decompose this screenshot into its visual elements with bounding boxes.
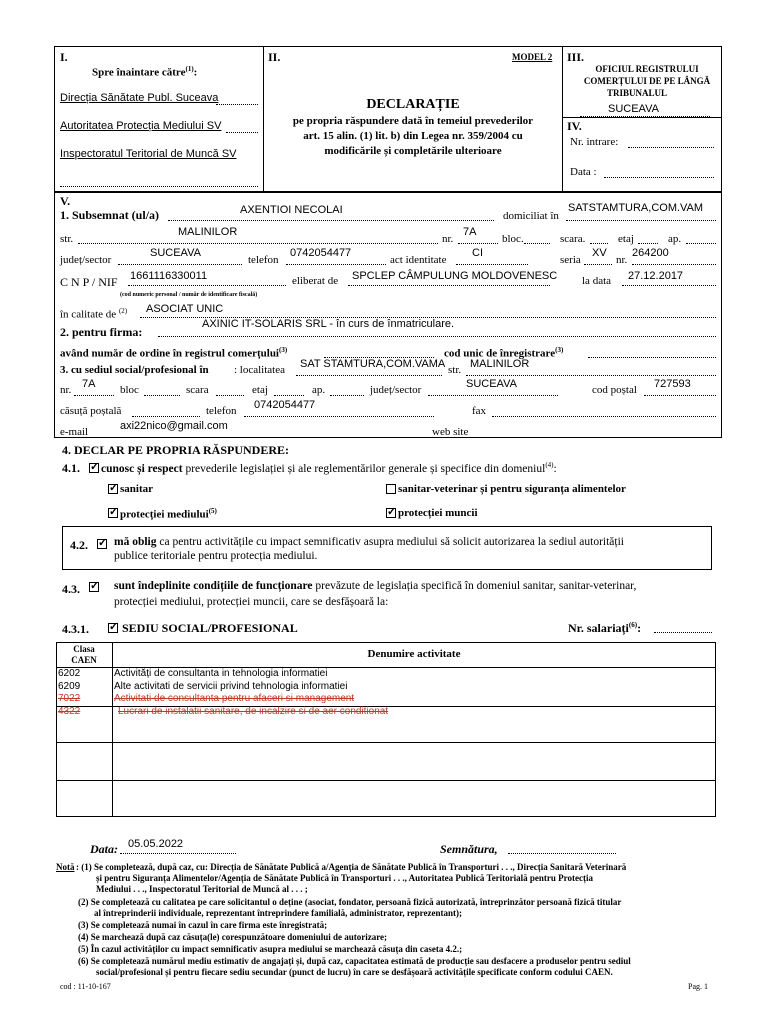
row-activity-struck: Activitati de consultanta pentru afaceri si management — [114, 693, 355, 704]
nr3-value[interactable]: 7A — [82, 378, 96, 390]
str2-label: str. — [448, 364, 462, 376]
la-data-value[interactable]: 27.12.2017 — [628, 270, 684, 282]
s42-number: 4.2. — [70, 538, 88, 552]
judet-label: județ/sector — [60, 254, 112, 266]
la-data-label: la data — [582, 275, 612, 287]
telefon-value[interactable]: 0742054477 — [290, 247, 352, 259]
s431-label: SEDIU SOCIAL/PROFESIONAL — [122, 621, 298, 635]
email-value[interactable]: axi22nico@gmail.com — [120, 420, 228, 432]
firma-value[interactable]: AXINIC IT-SOLARIS SRL - în curs de înmatriculare. — [202, 318, 455, 330]
checkbox-sediu[interactable] — [108, 623, 118, 633]
firma-label: 2. pentru firma: — [60, 325, 143, 339]
street2-value[interactable]: MALINILOR — [470, 358, 530, 370]
s42-text-1: mă oblig ca pentru activitățile cu impact semnificativ asupra mediului să solicit autorizarea la sediul autorității — [114, 536, 624, 548]
data-intrare-field[interactable] — [604, 177, 714, 178]
section-ii-number: II. — [268, 50, 281, 64]
note-3: (3) Se completează numai în cazul în care firma este înregistrată; — [78, 920, 328, 930]
note-1b: și pentru Siguranța Alimentelor/Agenția de Sănătate Publică în Transporturi . . ., Autoritatea Publică Teritorială pentru Protecția — [96, 873, 593, 883]
s41-number: 4.1. — [62, 461, 80, 475]
footer-data-label: Data: — [90, 842, 118, 856]
checkbox-sanitar-veterinar[interactable] — [386, 484, 396, 494]
note-2: (2) Se completează cu calitatea pe care solicitantul o deține (asociat, fondator, persoană fizică autorizată, întreprinzător persoană fizică titular — [78, 897, 622, 907]
cnp-note: (cod numeric personal / număr de identificare fiscală) — [120, 292, 258, 298]
web-field[interactable] — [482, 437, 716, 438]
telefon2-label: telefon — [206, 405, 237, 417]
s43-text-2: protecției mediului, protecției muncii, care se desfășoară la: — [114, 596, 389, 608]
salariati-label: Nr. salariați$^{(6)}$: — [568, 621, 642, 635]
nr-intrare-field[interactable] — [628, 147, 714, 148]
office-line-1: OFICIUL REGISTRULUI — [595, 64, 699, 74]
casuta-label: căsuță poștală — [60, 405, 122, 417]
addressee-2[interactable]: Autoritatea Protecția Mediului SV — [60, 120, 222, 132]
s43-number: 4.3. — [62, 582, 80, 596]
header-box-iv — [562, 117, 722, 192]
section-iii-number: III. — [567, 50, 585, 64]
row-code: 6202 — [58, 668, 81, 679]
model-label: MODEL 2 — [512, 52, 553, 62]
page-number: Pag. 1 — [688, 982, 708, 991]
cui-label: cod unic de înregistrare$^{(3)}$ — [444, 346, 564, 360]
row-code: 4322 — [58, 706, 81, 717]
addressee-3[interactable]: Inspectoratul Teritorial de Muncă SV — [60, 148, 237, 160]
section-iv-number: IV. — [567, 119, 582, 133]
judet2-value[interactable]: SUCEAVA — [466, 378, 517, 390]
tribunal-value[interactable]: SUCEAVA — [608, 103, 659, 115]
sediu-label: 3. cu sediul social/profesional în — [60, 364, 209, 376]
table-row-struck — [58, 693, 80, 704]
declaration-line-1: pe propria răspundere dată în temeiul prevederilor — [292, 115, 534, 127]
registru-label: având număr de ordine în registrul comerțului$^{(3)}$ — [60, 346, 288, 360]
web-label: web site — [432, 426, 469, 438]
col-clasa-header: Clasa — [73, 644, 95, 654]
note-4: (4) Se marchează după caz căsuța(le) corespunzătoare domeniului de autorizare; — [78, 932, 388, 942]
addressee-1[interactable]: Direcția Sănătate Publ. Suceava — [60, 92, 219, 104]
checkbox-mediu[interactable] — [108, 508, 118, 518]
office-line-2: COMERȚULUI DE PE LÂNGĂ — [583, 76, 711, 86]
act-nr-value[interactable]: 264200 — [632, 247, 669, 259]
semnatura-label: Semnătura, — [440, 842, 498, 856]
eliberat-value[interactable]: SPCLEP CÂMPULUNG MOLDOVENESC — [352, 270, 558, 282]
nr-value[interactable]: 7A — [463, 226, 477, 238]
checkbox-sanitar[interactable] — [108, 484, 118, 494]
localitatea-value[interactable]: SAT STAMTURA,COM.VAMA — [300, 358, 446, 370]
semnatura-field[interactable] — [508, 853, 616, 854]
s43-text-1: sunt îndeplinite condițiile de funcționare prevăzute de legislația specifică în domeniul sanitar, sanitar-veterinar, — [114, 580, 637, 592]
nr3-label: nr. — [60, 384, 72, 396]
nota-label: Notă — [56, 862, 75, 872]
act-identitate-label: act identitate — [390, 254, 447, 266]
checkbox-munca[interactable] — [386, 508, 396, 518]
etaj-label: etaj — [618, 233, 634, 245]
col-denumire-header: Denumire activitate — [367, 648, 461, 660]
table-row — [58, 681, 80, 692]
opt-sanitar-veterinar: sanitar-veterinar și pentru siguranța alimentelor — [398, 483, 626, 495]
opt-munca: protecției muncii — [398, 507, 478, 519]
telefon2-value[interactable]: 0742054477 — [254, 399, 316, 411]
section-v-box — [54, 192, 722, 438]
opt-sanitar: sanitar — [120, 483, 153, 495]
act-value[interactable]: CI — [472, 247, 483, 259]
scara-label: scara. — [560, 233, 586, 245]
seria-value[interactable]: XV — [592, 247, 607, 259]
declar-title: 4. DECLAR PE PROPRIA RĂSPUNDERE: — [62, 443, 290, 457]
data-intrare-label: Data : — [570, 166, 597, 178]
note-6b: social/profesional și pentru fiecare sediu secundar (punct de lucru) în care se desfășoară activitățile specificate conform codului CAEN. — [96, 967, 613, 977]
cnp-label: C N P / NIF — [60, 275, 118, 289]
email-label: e-mail — [60, 426, 89, 438]
calitate-label: în calitate de $^{(2)}$ — [60, 307, 128, 321]
domiciliu-value[interactable]: SATSTAMTURA,COM.VAM — [568, 202, 704, 214]
s41-text: cunosc și respect prevederile legislației și ale reglementărilor generale și specifice din domeniul$^{(4)}$: — [101, 461, 557, 475]
section-i-title: Spre înaintare către$^{(1)}$: — [92, 65, 198, 79]
note-5: (5) În cazul activităților cu impact semnificativ asupra mediului se marchează căsuța din caseta 4.2.; — [78, 944, 463, 954]
s42-text-2: publice teritoriale pentru protecția mediului. — [114, 550, 318, 562]
section-v-number: V. — [60, 194, 71, 208]
checkbox-conditii[interactable] — [89, 582, 99, 592]
subsemnat-name[interactable]: AXENTIOI NECOLAI — [240, 204, 343, 216]
declaration-line-2: art. 15 alin. (1) lit. b) din Legea nr. 359/2004 cu — [303, 130, 523, 142]
ap-label: ap. — [668, 233, 682, 245]
s42-box — [62, 526, 712, 570]
section-i-number: I. — [60, 50, 68, 64]
seria-label: seria — [560, 254, 581, 266]
row-activity: Alte activitati de servicii privind tehnologia informatiei — [114, 681, 348, 692]
col-caen-header: CAEN — [71, 655, 97, 665]
declaration-line-3: modificările și completările ulterioare — [324, 145, 502, 157]
nr-label: nr. — [442, 233, 454, 245]
judet2-label: județ/sector — [370, 384, 422, 396]
street-value[interactable]: MALINILOR — [178, 226, 238, 238]
note-2b: al întreprinderii individuale, reprezentant întreprindere familială, administrator, reprezentant); — [94, 908, 462, 918]
footer-data-value[interactable]: 05.05.2022 — [128, 838, 184, 850]
telefon-label: telefon — [248, 254, 279, 266]
localitatea-label: : localitatea — [234, 364, 285, 376]
scara2-label: scara — [186, 384, 209, 396]
row-code: 7022 — [58, 693, 81, 704]
row-code: 6209 — [58, 681, 81, 692]
judet-value[interactable]: SUCEAVA — [150, 247, 201, 259]
eliberat-label: eliberat de — [292, 275, 339, 287]
checkbox-ma-oblig[interactable] — [97, 539, 107, 549]
salariati-field[interactable] — [654, 632, 712, 633]
checkbox-cunosc[interactable] — [89, 463, 99, 473]
s431-number: 4.3.1. — [62, 622, 89, 636]
subsemnat-label: 1. Subsemnat (ul/a) — [60, 208, 160, 222]
row-activity: Activități de consultanta in tehnologia informatiei — [114, 668, 328, 679]
domiciliat-label: domiciliat în — [503, 210, 559, 222]
note-1c: Mediului . . ., Inspectoratul Teritorial de Muncă al . . . ; — [96, 884, 308, 894]
fax-label: fax — [472, 405, 487, 417]
row-activity-struck: Lucrari de instalatii sanitare, de incalzire si de aer conditionat — [118, 706, 389, 717]
opt-mediu: protecției mediului$^{(5)}$ — [120, 507, 217, 521]
bloc2-label: bloc — [120, 384, 139, 396]
cui-field[interactable] — [588, 357, 716, 358]
calitate-value[interactable]: ASOCIAT UNIC — [146, 303, 224, 315]
nr-act-label: nr. — [616, 254, 628, 266]
etaj2-label: etaj — [252, 384, 268, 396]
nr-intrare-label: Nr. intrare: — [570, 136, 619, 148]
table-row — [58, 668, 80, 679]
note-1: : (1) Se completează, după caz, cu: Direcția de Sănătate Publică a/Agenția de Sănătate Publică în Transporturi . . ., Direcția Sanitară Veterinară — [76, 862, 627, 872]
note-6: (6) Se completează numărul mediu estimativ de angajați și, după caz, capacitatea estimată de producție sau desfacere a produselor pentru sediul — [78, 956, 631, 966]
str-label: str. — [60, 233, 74, 245]
office-line-3: TRIBUNALUL — [606, 88, 667, 98]
ap2-label: ap. — [312, 384, 326, 396]
cod-postal-label: cod poștal — [592, 384, 637, 396]
cnp-value[interactable]: 1661116330011 — [130, 270, 208, 282]
cod-postal-value[interactable]: 727593 — [654, 378, 691, 390]
form-code: cod : 11-10-167 — [60, 982, 111, 991]
bloc-label: bloc. — [502, 233, 524, 245]
declaration-title: DECLARAȚIE — [366, 97, 460, 112]
table-row-struck — [58, 706, 80, 717]
addressee-4-field[interactable] — [60, 186, 258, 187]
